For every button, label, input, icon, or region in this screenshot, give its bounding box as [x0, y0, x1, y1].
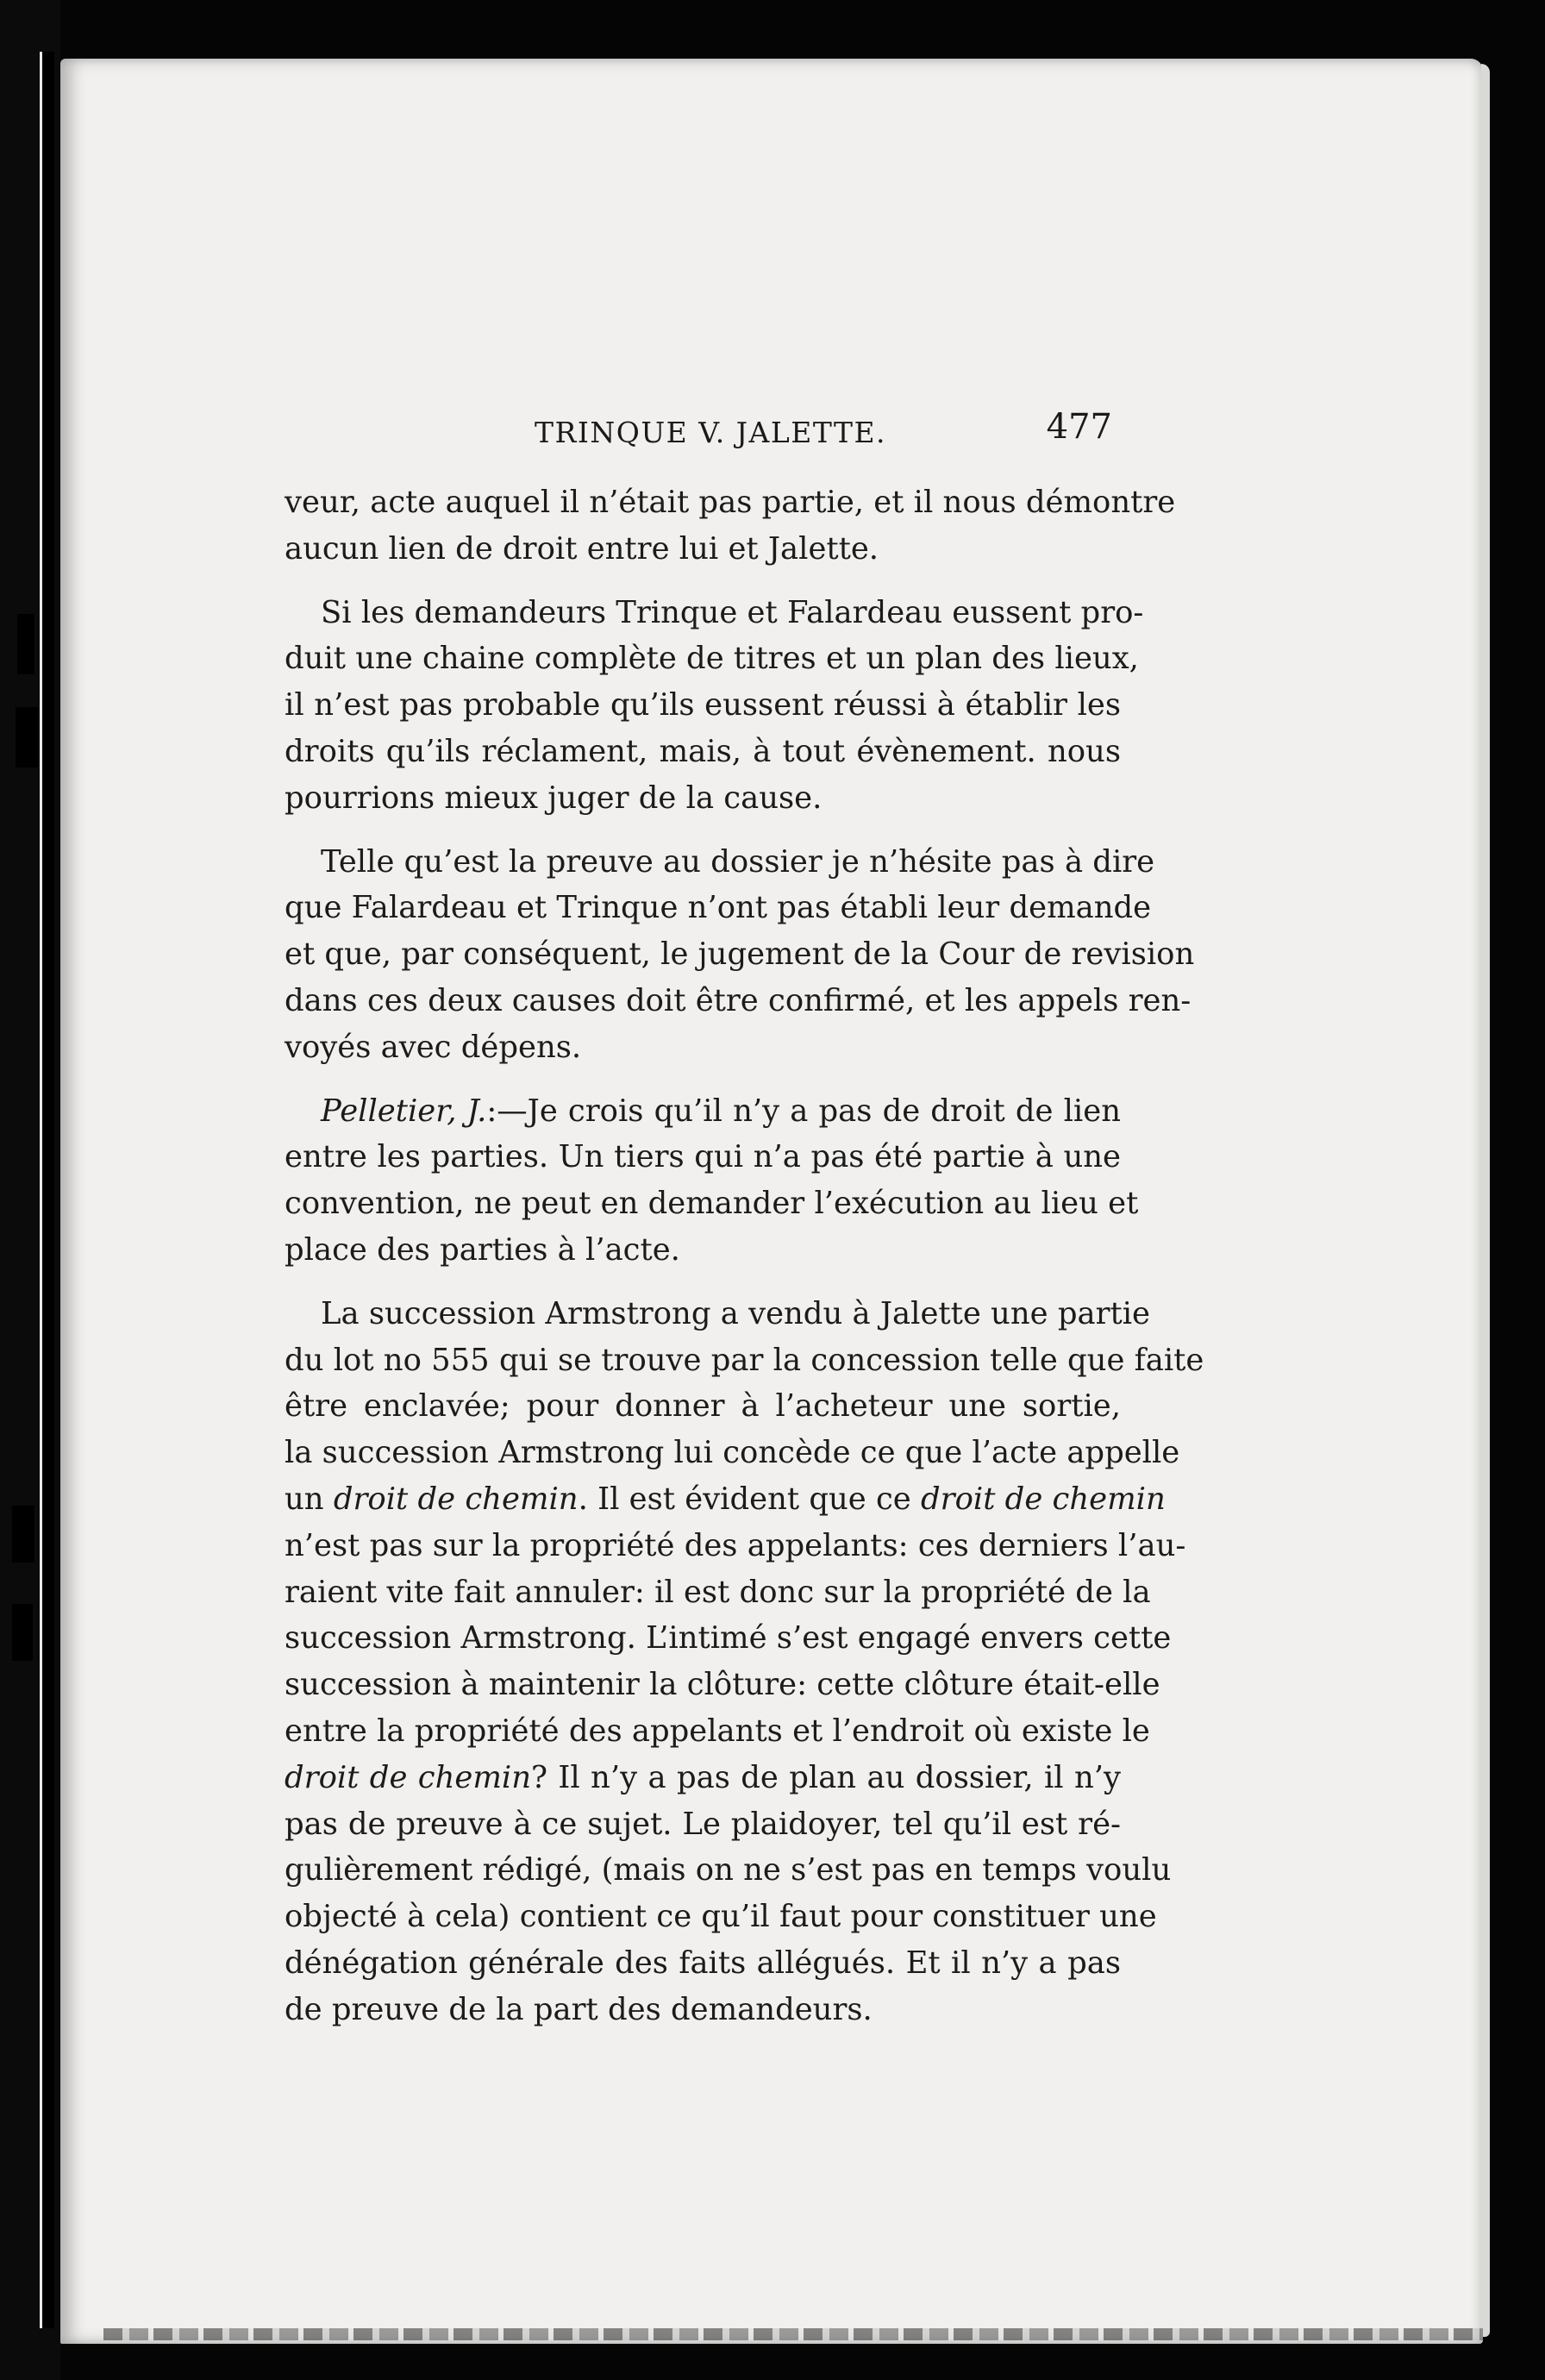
paragraph: [285, 479, 1176, 573]
text-line: dans ces deux causes doit être confirmé, et les appels ren-: [285, 982, 1192, 1018]
paragraph: [285, 590, 1144, 822]
text-line: du lot no 555 qui se trouve par la concession telle que faite: [285, 1342, 1204, 1378]
text-line: duit une chaine complète de titres et un plan des lieux,: [285, 641, 1139, 677]
text-line: Si les demandeurs Trinque et Falardeau eussent pro-: [321, 594, 1144, 630]
text-line: droits qu’ils réclament, mais, à tout évènement. nous: [285, 733, 1121, 769]
text-line: La succession Armstrong a vendu à Jalette une partie: [321, 1295, 1150, 1331]
text-line: convention, ne peut en demander l’exécution au lieu et: [285, 1186, 1139, 1222]
text-line: n’est pas sur la propriété des appelants: ces derniers l’au-: [285, 1527, 1186, 1563]
text-line: objecté à cela) contient ce qu’il faut pour constituer une: [285, 1899, 1157, 1935]
running-head: [285, 405, 1121, 454]
text-line: succession à maintenir la clôture: cette clôture était-elle: [285, 1667, 1160, 1703]
text-line: succession Armstrong. L’intimé s’est engagé envers cette: [285, 1620, 1172, 1657]
text-line: pas de preuve à ce sujet. Le plaidoyer, tel qu’il est ré-: [285, 1806, 1121, 1842]
text-line: veur, acte auquel il n’était pas partie, et il nous démontre: [285, 485, 1176, 520]
text-line: et que, par conséquent, le jugement de la Cour de revision: [285, 936, 1195, 973]
paragraph: [285, 839, 1195, 1071]
running-title: TRINQUE V. JALETTE.: [535, 416, 887, 449]
text-line: que Falardeau et Trinque n’ont pas établi leur demande: [285, 890, 1152, 926]
text-line: raient vite fait annuler: il est donc sur la propriété de la: [285, 1574, 1151, 1610]
page-bottom-edge: [103, 2328, 1483, 2340]
binding-line: [40, 52, 54, 2328]
text-line: Pelletier, J.:—Je crois qu’il n’y a pas de droit de lien: [321, 1093, 1121, 1129]
paragraph: [285, 1291, 1204, 2033]
text-line: droit de chemin? Il n’y a pas de plan au dossier, il n’y: [285, 1759, 1121, 1795]
text-line: de preuve de la part des demandeurs.: [285, 1991, 873, 2027]
paragraph: [285, 1088, 1139, 1274]
text-line: place des parties à l’acte.: [285, 1231, 680, 1268]
binding-fragment: [16, 707, 38, 767]
text-line: gulièrement rédigé, (mais on ne s’est pas en temps voulu: [285, 1852, 1172, 1888]
binding-fragment: [12, 1506, 34, 1563]
page-edge: [1481, 64, 1490, 2337]
text-line: un droit de chemin. Il est évident que ce droit de chemin: [285, 1481, 1166, 1517]
binding-fragment: [12, 1604, 33, 1661]
binding-fragment: [17, 614, 34, 674]
page-number: 477: [1046, 407, 1112, 447]
text-line: dénégation générale des faits allégués. Et il n’y a pas: [285, 1945, 1121, 1981]
text-line: la succession Armstrong lui concède ce que l’acte appelle: [285, 1435, 1180, 1471]
text-line: il n’est pas probable qu’ils eussent réussi à établir les: [285, 687, 1121, 723]
text-line: pourrions mieux juger de la cause.: [285, 780, 823, 816]
body-text: [285, 479, 1204, 2033]
text-line: voyés avec dépens.: [285, 1029, 582, 1065]
text-line: aucun lien de droit entre lui et Jalette.: [285, 530, 879, 567]
text-line: entre les parties. Un tiers qui n’a pas été partie à une: [285, 1139, 1121, 1175]
text-line: être enclavée; pour donner à l’acheteur une sortie,: [285, 1388, 1121, 1425]
text-line: entre la propriété des appelants et l’endroit où existe le: [285, 1713, 1150, 1749]
text-line: Telle qu’est la preuve au dossier je n’hésite pas à dire: [321, 843, 1155, 880]
